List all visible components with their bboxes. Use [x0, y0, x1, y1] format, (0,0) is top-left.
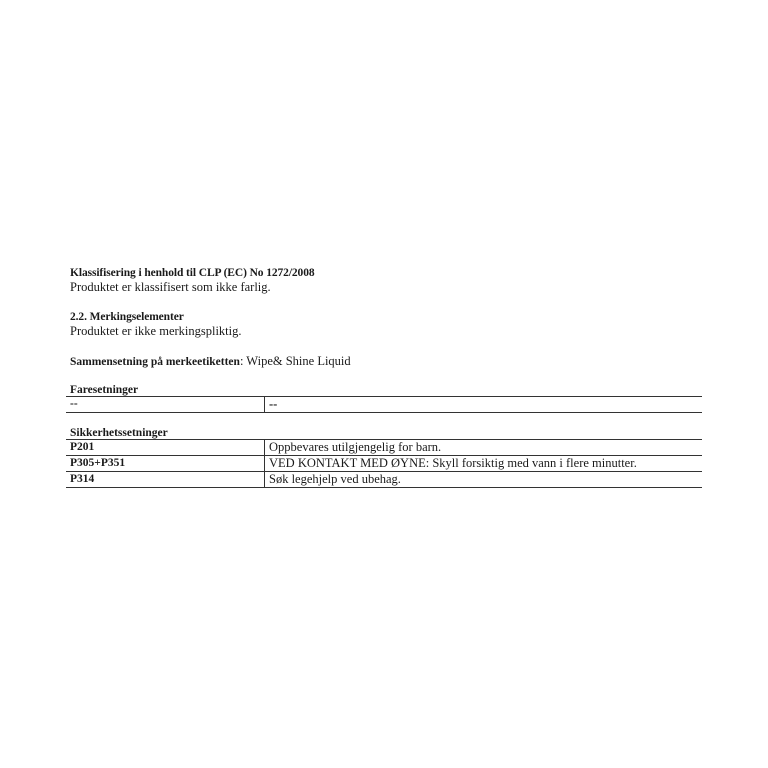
precaution-text-cell: VED KONTAKT MED ØYNE: Skyll forsiktig med vann i flere minutter.: [269, 456, 637, 470]
precaution-text-cell: Søk legehjelp ved ubehag.: [269, 472, 401, 486]
hazard-statements-title: Faresetninger: [70, 384, 139, 396]
composition-line: [70, 354, 702, 370]
table-row: [66, 472, 702, 488]
composition-value: : Wipe& Shine Liquid: [239, 354, 351, 368]
precaution-text-cell: Oppbevares utilgjengelig for barn.: [269, 440, 442, 454]
table-row: [66, 456, 702, 472]
document-content: [70, 266, 702, 488]
spacer: [70, 339, 702, 354]
spacer: [70, 413, 702, 427]
labelling-text: Produktet er ikke merkingspliktig.: [70, 324, 242, 338]
composition-label: Sammensetning på merkeetiketten: [70, 356, 240, 368]
precaution-code-cell: P305+P351: [66, 456, 265, 472]
table-row: [66, 397, 702, 413]
spacer: [70, 295, 702, 310]
hazard-statements-table: [66, 396, 702, 413]
precautionary-statements-table: [66, 439, 702, 488]
spacer: [70, 370, 702, 384]
labelling-heading: 2.2. Merkingselementer: [70, 311, 184, 323]
precaution-code-cell: P201: [66, 440, 265, 456]
classification-text: Produktet er klassifisert som ikke farlig.: [70, 280, 271, 294]
precautionary-statements-title: Sikkerhetssetninger: [70, 427, 168, 439]
hazard-text-cell: --: [269, 397, 278, 411]
precaution-code-cell: P314: [66, 472, 265, 488]
hazard-code-cell: --: [66, 397, 265, 413]
classification-heading: Klassifisering i henhold til CLP (EC) No 1272/2008: [70, 267, 315, 279]
table-row: [66, 440, 702, 456]
